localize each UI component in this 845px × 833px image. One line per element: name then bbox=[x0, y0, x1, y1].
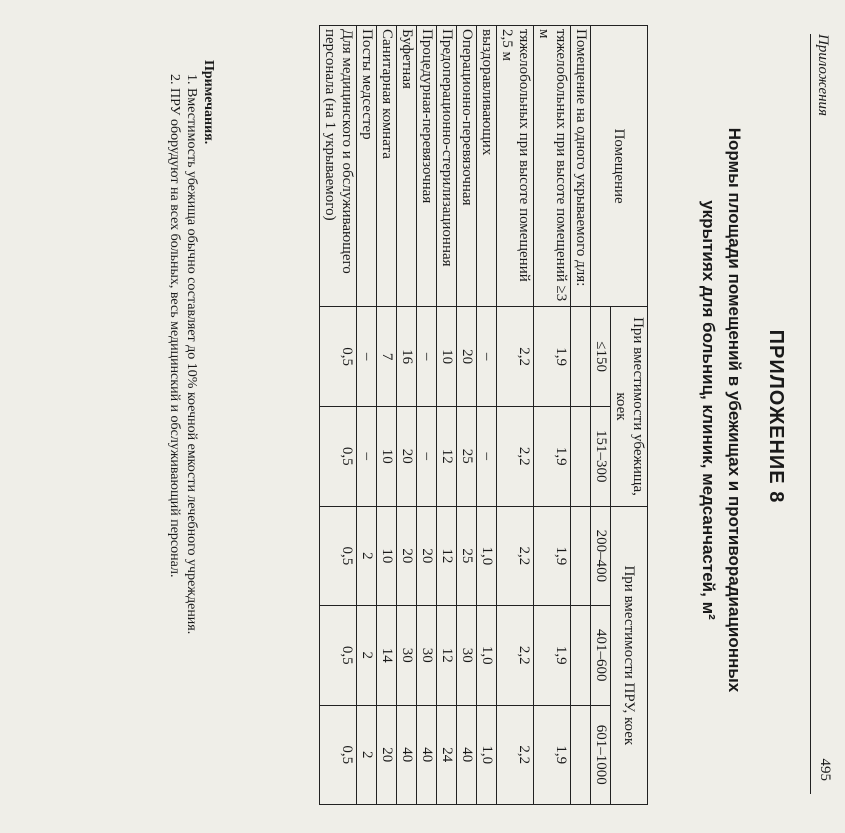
value-cell: 0,5 bbox=[320, 307, 357, 407]
value-cell: 40 bbox=[417, 705, 437, 804]
room-name-cell: Для медицинского и обслуживающего персонала (на 1 укрываемого) bbox=[320, 26, 357, 307]
value-cell: 20 bbox=[417, 506, 437, 605]
value-cell: 1,9 bbox=[534, 307, 571, 407]
value-cell: 1,9 bbox=[534, 506, 571, 605]
subheader-cell: 151–300 bbox=[591, 406, 611, 506]
table-row bbox=[457, 26, 477, 805]
header-pru-capacity: При вместимости ПРУ, коек bbox=[611, 506, 648, 804]
value-cell: 40 bbox=[457, 705, 477, 804]
value-cell: 1,9 bbox=[534, 406, 571, 506]
table-row bbox=[397, 26, 417, 805]
value-cell: 10 bbox=[377, 506, 397, 605]
room-name-cell: Санитарная комната bbox=[377, 26, 397, 307]
value-cell: 0,5 bbox=[320, 506, 357, 605]
table-header-row bbox=[611, 26, 648, 805]
header-rule bbox=[810, 34, 811, 794]
value-cell: – bbox=[477, 406, 497, 506]
room-name-cell: Посты медсестер bbox=[357, 26, 377, 307]
room-name-cell: Помещение на одного укрываемого для: bbox=[571, 26, 591, 307]
notes-section bbox=[166, 60, 217, 800]
value-cell: 12 bbox=[437, 506, 457, 605]
table-row bbox=[534, 26, 571, 805]
value-cell: 1,0 bbox=[477, 606, 497, 705]
value-cell: 24 bbox=[437, 705, 457, 804]
subheader-cell: ≤150 bbox=[591, 307, 611, 407]
value-cell: 2,2 bbox=[497, 705, 534, 804]
value-cell: 20 bbox=[397, 506, 417, 605]
value-cell: 10 bbox=[437, 307, 457, 407]
room-name-cell: Процедурная-перевязочная bbox=[417, 26, 437, 307]
note-item: 2. ПРУ оборудуют на всех больных, весь медицинский и обслуживающий персонал. bbox=[166, 88, 183, 800]
header-room: Помещение bbox=[591, 26, 648, 307]
room-name-cell: тяжелобольных при высоте помещений ≥3 м bbox=[534, 26, 571, 307]
note-item: 1. Вместимость убежища обычно составляет до 10% коечной емкости лечебного учреждения. bbox=[183, 88, 200, 800]
table-row bbox=[417, 26, 437, 805]
notes-list bbox=[166, 60, 200, 800]
value-cell bbox=[571, 307, 591, 407]
value-cell: 10 bbox=[377, 406, 397, 506]
value-cell: 2,2 bbox=[497, 406, 534, 506]
notes-title: Примечания. bbox=[201, 60, 216, 145]
norms-table bbox=[319, 25, 648, 805]
subheader-cell: 200–400 bbox=[591, 506, 611, 605]
value-cell bbox=[571, 406, 591, 506]
value-cell: 0,5 bbox=[320, 406, 357, 506]
table-row bbox=[477, 26, 497, 805]
room-name-cell: тяжелобольных при высоте помещений 2,5 м bbox=[497, 26, 534, 307]
value-cell: 12 bbox=[437, 406, 457, 506]
appendix-title: ПРИЛОЖЕНИЕ 8 bbox=[765, 329, 787, 504]
value-cell: 0,5 bbox=[320, 705, 357, 804]
value-cell: 14 bbox=[377, 606, 397, 705]
value-cell: 0,5 bbox=[320, 606, 357, 705]
value-cell: 1,9 bbox=[534, 606, 571, 705]
table-row bbox=[320, 26, 357, 805]
value-cell bbox=[571, 606, 591, 705]
value-cell: 1,0 bbox=[477, 506, 497, 605]
room-name-cell: Операционно-перевязочная bbox=[457, 26, 477, 307]
value-cell: 2 bbox=[357, 506, 377, 605]
value-cell: 30 bbox=[397, 606, 417, 705]
table-title: Нормы площади помещений в убежищах и противорадиационных укрытиях для больниц, клиник, медсанчастей, м² bbox=[699, 127, 744, 693]
value-cell: – bbox=[417, 307, 437, 407]
table-row bbox=[437, 26, 457, 805]
value-cell: – bbox=[417, 406, 437, 506]
table-body bbox=[320, 26, 591, 805]
value-cell: 2,2 bbox=[497, 307, 534, 407]
value-cell: 1,9 bbox=[534, 705, 571, 804]
value-cell bbox=[571, 705, 591, 804]
room-name-cell: выздоравливающих bbox=[477, 26, 497, 307]
value-cell bbox=[571, 506, 591, 605]
value-cell: 25 bbox=[457, 506, 477, 605]
value-cell: 30 bbox=[457, 606, 477, 705]
value-cell: 30 bbox=[417, 606, 437, 705]
value-cell: 20 bbox=[377, 705, 397, 804]
header-shelter-capacity: При вместимости убежища, коек bbox=[611, 307, 648, 506]
value-cell: 7 bbox=[377, 307, 397, 407]
value-cell: – bbox=[357, 406, 377, 506]
table-row bbox=[377, 26, 397, 805]
value-cell: 40 bbox=[397, 705, 417, 804]
value-cell: 2 bbox=[357, 705, 377, 804]
value-cell: 2,2 bbox=[497, 506, 534, 605]
value-cell: 2 bbox=[357, 606, 377, 705]
subheader-cell: 401–600 bbox=[591, 606, 611, 705]
value-cell: 20 bbox=[397, 406, 417, 506]
running-head: Приложения bbox=[815, 34, 831, 117]
value-cell: 2,2 bbox=[497, 606, 534, 705]
page-number: 495 bbox=[817, 758, 833, 781]
value-cell: 20 bbox=[457, 307, 477, 407]
value-cell: – bbox=[357, 307, 377, 407]
value-cell: 1,0 bbox=[477, 705, 497, 804]
value-cell: 12 bbox=[437, 606, 457, 705]
value-cell: – bbox=[477, 307, 497, 407]
subheader-cell: 601–1000 bbox=[591, 705, 611, 804]
value-cell: 16 bbox=[397, 307, 417, 407]
value-cell: 25 bbox=[457, 406, 477, 506]
room-name-cell: Буфетная bbox=[397, 26, 417, 307]
table-row bbox=[357, 26, 377, 805]
table-row bbox=[571, 26, 591, 805]
table-row bbox=[497, 26, 534, 805]
room-name-cell: Предоперационно-стерилизационная bbox=[437, 26, 457, 307]
